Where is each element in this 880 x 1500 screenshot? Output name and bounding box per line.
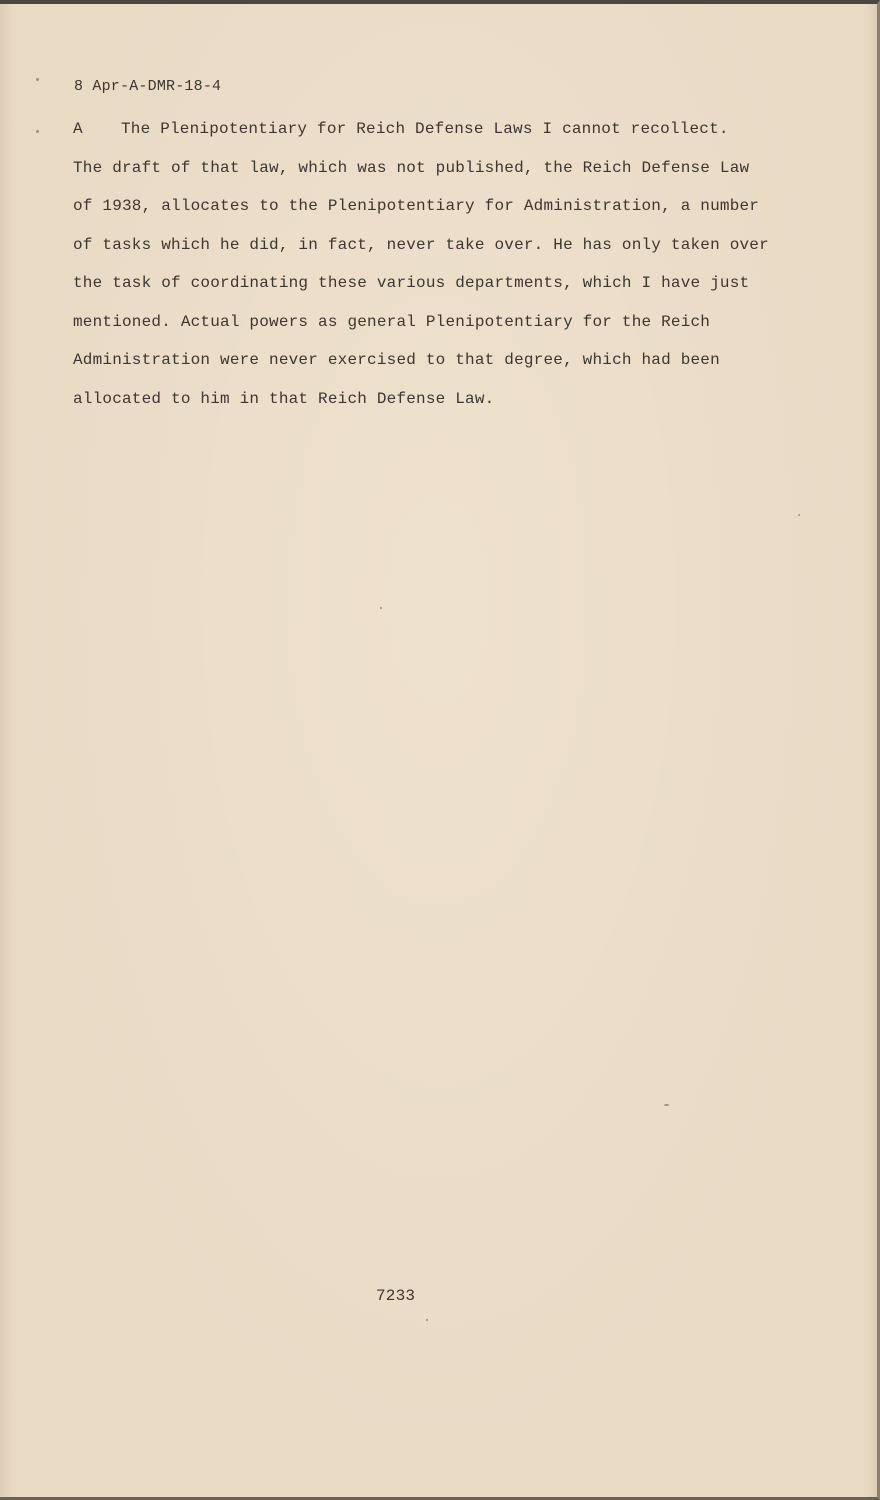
paper-speck [798, 514, 800, 516]
answer-line-text: The Plenipotentiary for Reich Defense Laws I cannot recollect. [121, 120, 729, 138]
page-number: 7233 [376, 1287, 416, 1305]
paper-speck [426, 1319, 428, 1321]
testimony-answer [73, 117, 773, 425]
answer-line: the task of coordinating these various departments, which I have just [73, 274, 750, 292]
answer-line: of 1938, allocates to the Plenipotentiary for Administration, a number [73, 197, 760, 215]
speaker-label: A [73, 120, 83, 138]
answer-line: The draft of that law, which was not published, the Reich Defense Law [73, 158, 750, 177]
answer-line: allocated to him in that Reich Defense Law. [73, 389, 495, 408]
answer-line: of tasks which he did, in fact, never take over. He has only taken over [73, 235, 769, 254]
document-reference: 8 Apr-A-DMR-18-4 [74, 78, 222, 95]
paper-speck [36, 130, 39, 133]
paper-speck [36, 78, 39, 81]
paper-speck [664, 1104, 669, 1106]
answer-line: mentioned. Actual powers as general Plenipotentiary for the Reich [73, 312, 711, 331]
answer-line [73, 117, 773, 156]
answer-line: Administration were never exercised to that degree, which had been [73, 351, 720, 369]
paper-speck [380, 607, 382, 609]
